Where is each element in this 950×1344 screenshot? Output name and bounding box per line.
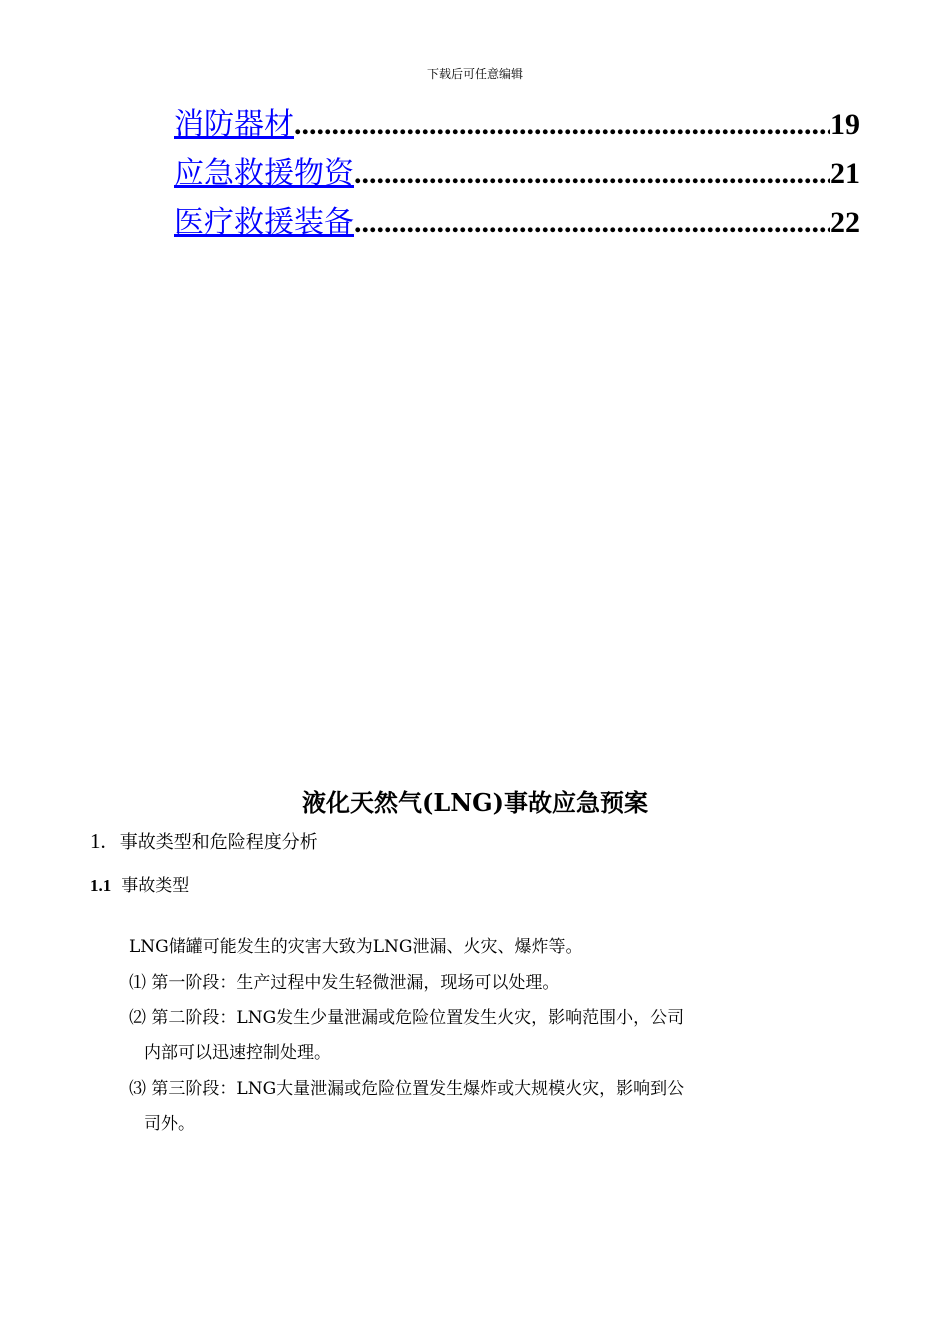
intro-paragraph: LNG储罐可能发生的灾害大致为LNG泄漏、火灾、爆炸等。 xyxy=(129,937,583,957)
section-title: 事故类型和危险程度分析 xyxy=(119,832,318,853)
section-heading-1-1 xyxy=(90,872,189,900)
section-number: 1. xyxy=(90,829,106,853)
toc-entry xyxy=(174,201,860,250)
document-title: 液化天然气(LNG)事故应急预案 xyxy=(301,788,649,817)
toc-entry xyxy=(174,103,860,152)
stage-text: ⑵ 第二阶段：LNG发生少量泄漏或危险位置发生火灾，影响范围小，公司 xyxy=(129,1008,685,1028)
stage-text-continuation: 司外。 xyxy=(144,1114,195,1134)
stage-text: ⑴ 第一阶段：生产过程中发生轻微泄漏，现场可以处理。 xyxy=(129,973,560,993)
table-of-contents xyxy=(174,103,860,250)
stage-item-1 xyxy=(129,966,769,1001)
stage-item-2 xyxy=(129,1001,769,1071)
toc-dot-leader xyxy=(294,103,830,147)
stage-text: ⑶ 第三阶段：LNG大量泄漏或危险位置发生爆炸或大规模火灾，影响到公 xyxy=(129,1079,685,1099)
toc-dot-leader xyxy=(354,152,830,196)
stage-text-continuation: 内部可以迅速控制处理。 xyxy=(144,1043,331,1063)
toc-link-fire-equipment[interactable]: 消防器材 xyxy=(174,107,294,142)
subsection-title: 事故类型 xyxy=(121,876,190,896)
toc-entry xyxy=(174,152,860,201)
section-heading-1 xyxy=(90,826,318,858)
stage-item-3 xyxy=(129,1072,769,1142)
page-header-note: 下载后可任意编辑 xyxy=(426,67,523,81)
subsection-number: 1.1 xyxy=(90,876,112,895)
toc-page-number: 19 xyxy=(830,108,860,141)
toc-link-emergency-supplies[interactable]: 应急救援物资 xyxy=(174,156,354,191)
toc-page-number: 21 xyxy=(830,157,860,190)
toc-page-number: 22 xyxy=(830,206,860,239)
toc-dot-leader xyxy=(354,201,830,245)
toc-link-medical-equipment[interactable]: 医疗救援装备 xyxy=(174,205,354,240)
